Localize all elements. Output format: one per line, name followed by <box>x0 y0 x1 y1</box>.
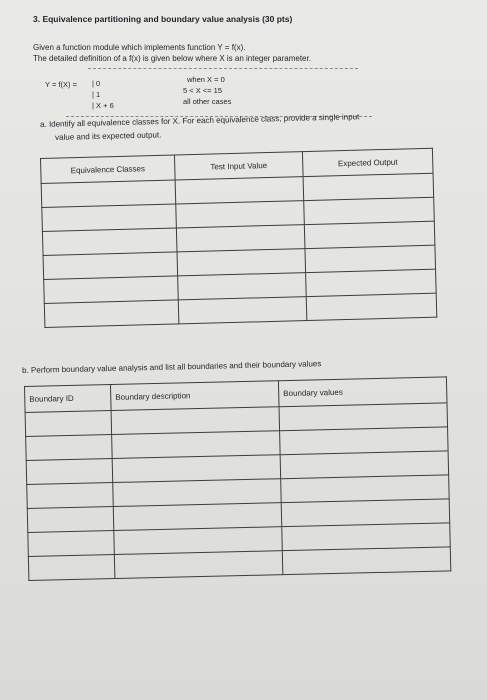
cell-equivalence-class[interactable] <box>41 180 176 207</box>
cell-expected-output[interactable] <box>305 245 436 272</box>
part-b-prompt: b. Perform boundary value analysis and list all boundaries and their boundary values <box>22 359 322 375</box>
cell-boundary-id[interactable] <box>25 411 112 437</box>
cell-test-input[interactable] <box>176 201 305 228</box>
equivalence-classes-table <box>40 148 437 328</box>
cell-test-input[interactable] <box>175 177 304 204</box>
cell-test-input[interactable] <box>178 297 307 324</box>
cell-boundary-id[interactable] <box>26 459 113 485</box>
function-lhs: Y = f(X) = <box>45 80 77 89</box>
cell-boundary-id[interactable] <box>27 483 114 509</box>
header-expected-output: Expected Output <box>302 148 433 176</box>
header-test-input-value: Test Input Value <box>174 152 303 180</box>
question-title: 3. Equivalence partitioning and boundary value analysis (30 pts) <box>33 14 293 24</box>
function-case-condition-2: 5 < X <= 15 <box>183 86 222 95</box>
cell-equivalence-class[interactable] <box>42 228 177 255</box>
function-case-expr-3: | X + 6 <box>92 101 114 110</box>
header-boundary-id: Boundary ID <box>25 385 112 413</box>
cell-boundary-id[interactable] <box>28 554 115 580</box>
cell-equivalence-class[interactable] <box>43 252 178 279</box>
cell-expected-output[interactable] <box>306 293 437 320</box>
header-boundary-values: Boundary values <box>278 377 447 407</box>
cell-equivalence-class[interactable] <box>44 276 179 303</box>
cell-boundary-id[interactable] <box>28 530 115 556</box>
cell-boundary-id[interactable] <box>27 507 114 533</box>
cell-boundary-id[interactable] <box>26 435 113 461</box>
function-case-expr-1: | 0 <box>92 79 101 88</box>
part-a-prompt-line-1: a. Identify all equivalence classes for X. For each equivalence class, provide a single input <box>40 112 360 129</box>
cell-expected-output[interactable] <box>303 173 434 200</box>
cell-test-input[interactable] <box>178 273 307 300</box>
cell-equivalence-class[interactable] <box>44 300 179 327</box>
cell-expected-output[interactable] <box>304 197 435 224</box>
divider-top <box>88 68 358 69</box>
cell-expected-output[interactable] <box>304 221 435 248</box>
function-case-expr-2: | 1 <box>92 90 101 99</box>
header-boundary-description: Boundary description <box>110 381 279 411</box>
cell-test-input[interactable] <box>177 249 306 276</box>
part-a-prompt-line-2: value and its expected output. <box>55 130 162 142</box>
question-intro-line-2: The detailed definition of a f(x) is given below where X is an integer parameter. <box>33 54 311 63</box>
header-equivalence-classes: Equivalence Classes <box>41 155 176 183</box>
cell-boundary-description[interactable] <box>114 551 283 579</box>
cell-boundary-values[interactable] <box>282 547 451 575</box>
boundary-values-table <box>24 376 451 581</box>
function-case-condition-1: when X = 0 <box>187 75 225 84</box>
cell-expected-output[interactable] <box>306 269 437 296</box>
question-intro-line-1: Given a function module which implements function Y = f(x). <box>33 43 246 52</box>
cell-equivalence-class[interactable] <box>42 204 177 231</box>
function-case-condition-3: all other cases <box>183 97 232 106</box>
cell-test-input[interactable] <box>176 225 305 252</box>
